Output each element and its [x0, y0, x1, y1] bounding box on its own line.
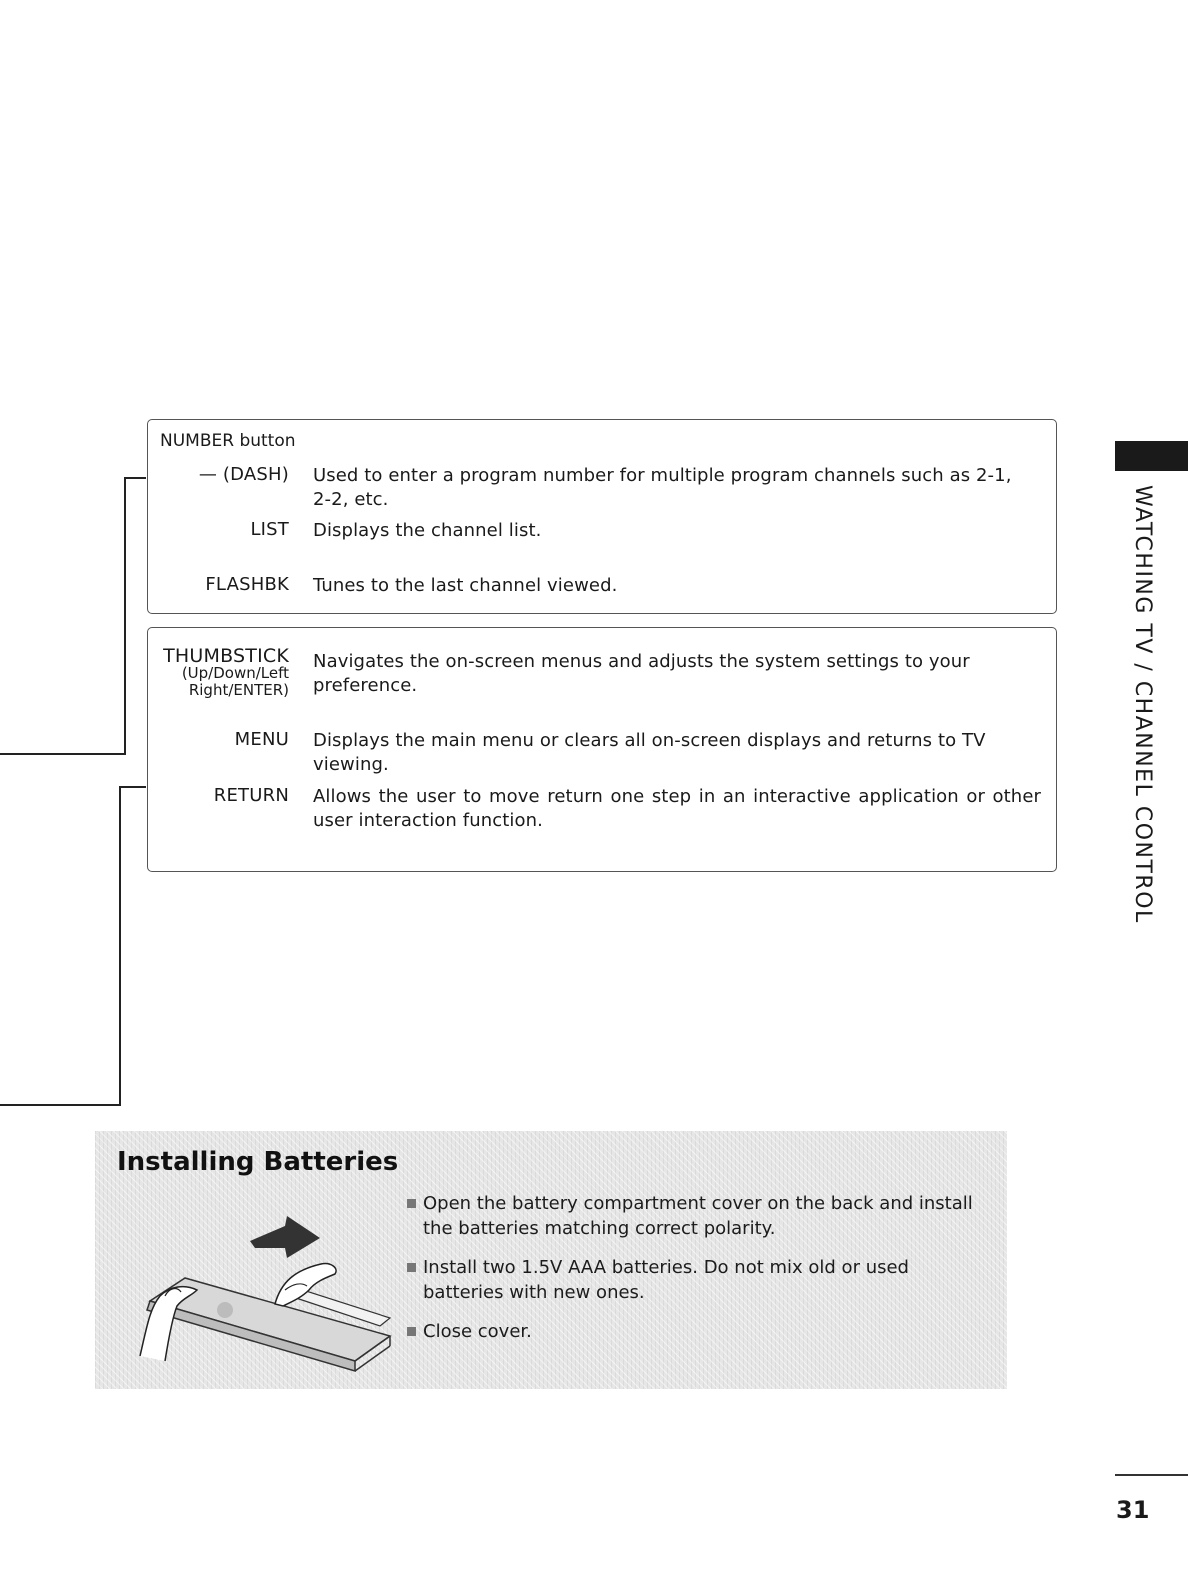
flashbk-label: FLASHBK [205, 574, 289, 595]
connector-line-upper-base [0, 753, 126, 755]
list-item [405, 1319, 985, 1344]
battery-step-3: Close cover. [423, 1321, 532, 1342]
dash-description: Used to enter a program number for multiple program channels such as 2-1, 2-2, etc. [313, 465, 1012, 510]
return-label: RETURN [213, 785, 289, 806]
section-side-title: WATCHING TV / CHANNEL CONTROL [1130, 485, 1155, 924]
page-number-rule [1115, 1474, 1188, 1476]
square-bullet-icon [407, 1263, 416, 1272]
dash-label: — (DASH) [198, 464, 289, 485]
flashbk-description: Tunes to the last channel viewed. [313, 575, 618, 596]
thumbstick-label: THUMBSTICK [163, 645, 289, 667]
navigation-box [147, 627, 1057, 872]
section-tab-marker [1115, 441, 1188, 471]
connector-line-lower-base [0, 1104, 121, 1106]
list-label: LIST [250, 519, 289, 540]
installing-batteries-title: Installing Batteries [117, 1147, 399, 1177]
battery-step-1: Open the battery compartment cover on the back and install the batteries matching correct polarity. [423, 1193, 973, 1239]
arrow-right-icon [250, 1216, 320, 1258]
thumbstick-description: Navigates the on-screen menus and adjusts the system settings to your preference. [313, 651, 970, 696]
return-description: Allows the user to move return one step in an interactive application or other user interaction function. [313, 786, 1041, 831]
battery-step-2: Install two 1.5V AAA batteries. Do not mix old or used batteries with new ones. [423, 1257, 909, 1303]
square-bullet-icon [407, 1327, 416, 1336]
thumbstick-sub-label-1: (Up/Down/Left [181, 664, 289, 682]
list-item [405, 1255, 985, 1305]
installing-batteries-panel [95, 1131, 1007, 1389]
connector-line-lower-horizontal [119, 786, 146, 788]
connector-line-upper-vertical [124, 477, 126, 754]
page-number: 31 [1116, 1496, 1150, 1524]
menu-description: Displays the main menu or clears all on-screen displays and returns to TV viewing. [313, 730, 986, 775]
list-description: Displays the channel list. [313, 520, 542, 541]
connector-line-lower-vertical [119, 786, 121, 1106]
list-item [405, 1191, 985, 1241]
menu-label: MENU [234, 729, 289, 750]
number-button-box [147, 419, 1057, 614]
number-button-heading: NUMBER button [160, 431, 296, 451]
thumbstick-sub-label-2: Right/ENTER) [188, 681, 289, 699]
connector-line-upper-horizontal [124, 477, 146, 479]
remote-battery-illustration [125, 1186, 395, 1376]
square-bullet-icon [407, 1199, 416, 1208]
battery-steps-list [405, 1191, 985, 1358]
